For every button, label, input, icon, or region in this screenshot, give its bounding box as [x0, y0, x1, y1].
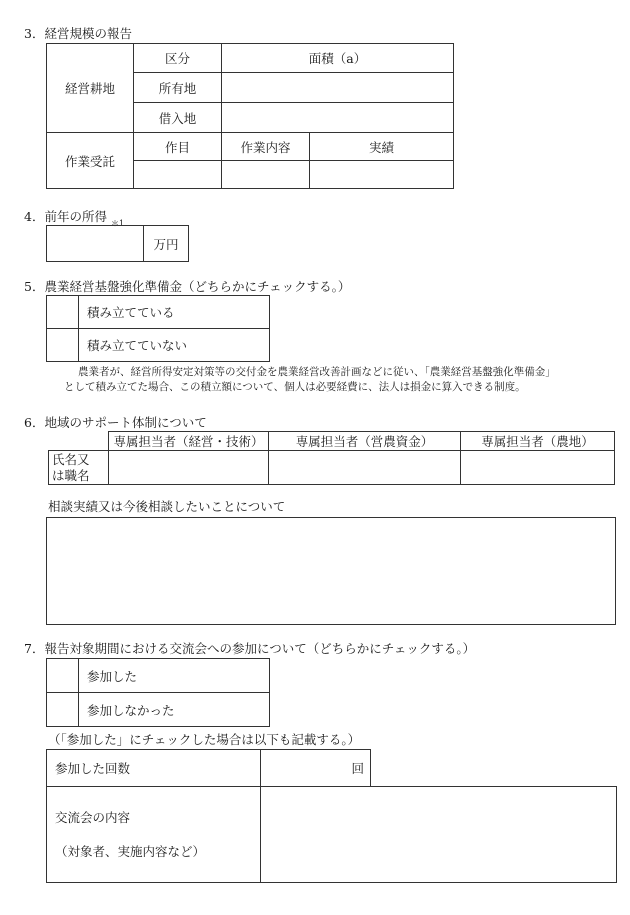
exchange-option2-checkbox[interactable] [47, 693, 79, 727]
support-col2-header: 専属担当者（営農資金） [269, 432, 461, 451]
exchange-detail-table [46, 749, 617, 883]
income-field[interactable] [47, 226, 144, 262]
note-mark: ＊1 [110, 219, 125, 228]
farmland-label: 経営耕地 [47, 44, 134, 133]
reserve-option1-label: 積み立てている [79, 296, 270, 329]
support-col1-field[interactable] [109, 451, 269, 485]
content-label: 交流会の内容 [55, 809, 131, 825]
content-label-cell [47, 787, 261, 883]
farm-scale-table [46, 43, 454, 189]
support-row-label-line2: は職名 [52, 467, 90, 483]
reserve-table [46, 295, 270, 362]
count-blank [371, 750, 617, 787]
owned-label: 所有地 [134, 73, 222, 103]
reserve-option2-label: 積み立てていない [79, 329, 270, 362]
income-table [46, 225, 189, 262]
col-area-header: 面積（a） [222, 44, 454, 73]
contract-label: 作業受託 [47, 133, 134, 189]
consult-heading: 相談実績又は今後相談したいことについて [48, 499, 286, 514]
count-field[interactable] [261, 750, 371, 787]
section7-heading: 7．報告対象期間における交流会への参加について（どちらかにチェックする。） [24, 641, 476, 656]
support-col3-field[interactable] [461, 451, 615, 485]
exchange-table [46, 658, 270, 727]
support-row-label-line1: 氏名又 [52, 451, 90, 467]
reserve-note-line2: として積み立てた場合、この積立額について、個人は必要経費に、法人は損金に算入できる制度。 [64, 381, 526, 393]
exchange-option1-checkbox[interactable] [47, 659, 79, 693]
support-table [48, 431, 615, 485]
support-col2-field[interactable] [269, 451, 461, 485]
support-col1-header: 専属担当者（経営・技術） [109, 432, 269, 451]
consult-field[interactable] [46, 517, 616, 625]
exchange-option1-label: 参加した [79, 659, 270, 693]
content-sub-label: （対象者、実施内容など） [55, 843, 206, 859]
count-unit: 回 [351, 761, 364, 776]
content-field[interactable] [261, 787, 617, 883]
result-field[interactable] [310, 161, 454, 189]
count-label: 参加した回数 [47, 750, 261, 787]
col-work-header: 作業内容 [222, 133, 310, 161]
crop-field[interactable] [134, 161, 222, 189]
col-crop-header: 作目 [134, 133, 222, 161]
support-col3-header: 専属担当者（農地） [461, 432, 615, 451]
owned-area-field[interactable] [222, 73, 454, 103]
leased-label: 借入地 [134, 103, 222, 133]
support-corner [49, 432, 109, 451]
reserve-option2-checkbox[interactable] [47, 329, 79, 362]
reserve-option1-checkbox[interactable] [47, 296, 79, 329]
work-field[interactable] [222, 161, 310, 189]
section3-heading: 3．経営規模の報告 [24, 26, 132, 41]
exchange-sub-note: （「参加した」にチェックした場合は以下も記載する。） [48, 732, 361, 747]
col-result-header: 実績 [310, 133, 454, 161]
support-row-label [49, 451, 109, 485]
col-class-header: 区分 [134, 44, 222, 73]
section4-title: 4．前年の所得 [24, 209, 107, 224]
section5-heading: 5．農業経営基盤強化準備金（どちらかにチェックする。） [24, 279, 351, 294]
exchange-option2-label: 参加しなかった [79, 693, 270, 727]
reserve-note-line1: 農業者が、経営所得安定対策等の交付金を農業経営改善計画などに従い、「農業経営基盤強化準備金」 [78, 366, 556, 378]
section6-heading: 6．地域のサポート体制について [24, 415, 207, 430]
income-unit: 万円 [144, 226, 189, 262]
leased-area-field[interactable] [222, 103, 454, 133]
